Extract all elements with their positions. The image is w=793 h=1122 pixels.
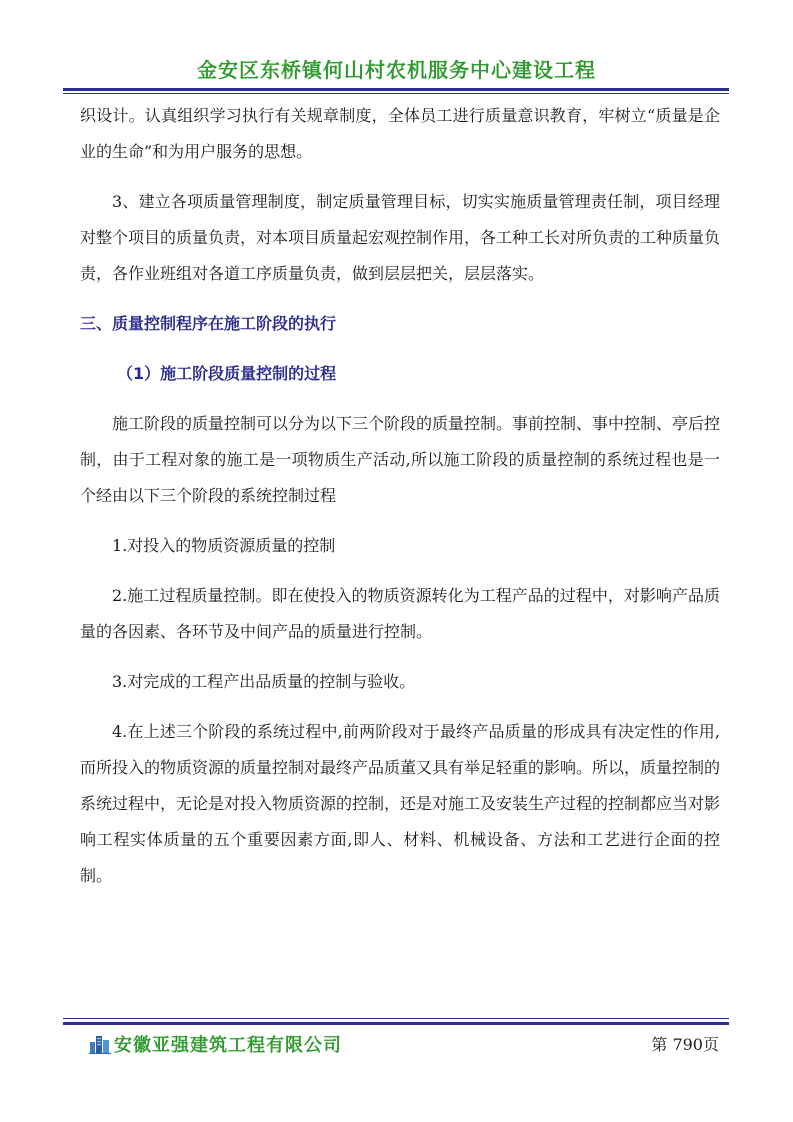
footer-company-name: 安徽亚强建筑工程有限公司 bbox=[114, 1035, 342, 1056]
page-number: 第 790页 bbox=[651, 1035, 719, 1054]
header-divider-thin bbox=[63, 93, 729, 94]
list-item: 4.在上述三个阶段的系统过程中,前两阶段对于最终产品质量的形成具有决定性的作用,而所投入的物质资源的质量控制对最终产品质董又具有举足轻重的影响。所以，质量控制的系统过程中，无论是对投入物质资源的控制，还是对施工及安装生产过程的控制都应当对影响工程实体质量的五个重要因素方面,即人、材料、机械设备、方法和工艺进行企面的控制。 bbox=[80, 722, 721, 885]
list-item: 1.对投入的物质资源质量的控制 bbox=[112, 536, 336, 555]
header-divider-thick bbox=[63, 88, 729, 91]
header-title: 金安区东桥镇何山村农机服务中心建设工程 bbox=[197, 58, 596, 82]
footer-divider-thin bbox=[63, 1018, 729, 1019]
subsection-heading: （1）施工阶段质量控制的过程 bbox=[117, 364, 337, 383]
paragraph: 施工阶段的质量控制可以分为以下三个阶段的质量控制。事前控制、事中控制、亭后控制，由于工程对象的施工是一项物质生产活动,所以施工阶段的质量控制的系统过程也是一个经由以下三个阶段的系统控制过程 bbox=[80, 414, 721, 505]
paragraph: 织设计。认真组织学习执行有关规章制度，全体员工进行质量意识教育，牢树立“质量是企业的生命”和为用户服务的思想。 bbox=[80, 106, 720, 161]
building-logo-icon bbox=[89, 1032, 111, 1054]
paragraph: 3、建立各项质量管理制度，制定质量管理目标，切实实施质量管理责任制，项目经理对整个项目的质量负责，对本项目质量起宏观控制作用，各工种工长对所负责的工种质量负责，各作业班组对各道工序质量负责，做到层层把关，层层落实。 bbox=[80, 192, 721, 283]
document-body bbox=[80, 98, 720, 894]
footer-divider-thick bbox=[63, 1022, 729, 1025]
list-item: 3.对完成的工程产出品质量的控制与验收。 bbox=[112, 672, 416, 691]
section-heading: 三、质量控制程序在施工阶段的执行 bbox=[80, 314, 337, 333]
list-item: 2.施工过程质量控制。即在使投入的物质资源转化为工程产品的过程中，对影响产品质量的各因素、各环节及中间产品的质量进行控制。 bbox=[80, 586, 720, 641]
